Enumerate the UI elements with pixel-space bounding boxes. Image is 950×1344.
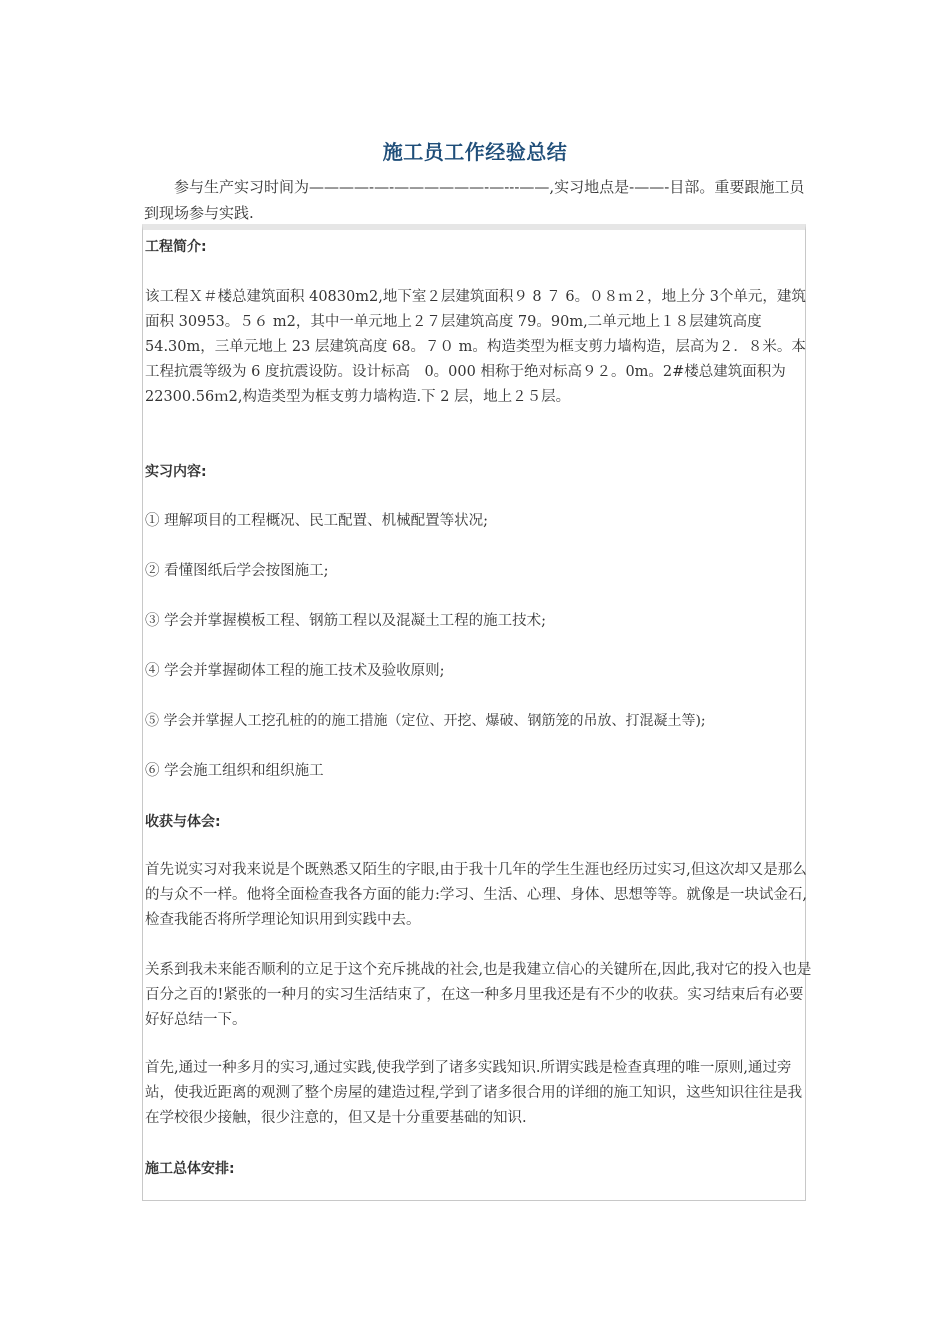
intro-paragraph: 参与生产实习时间为————-—-——————-—---——,实习地点是-——-目部。重要跟施工员到现场参与实践. [144,178,805,222]
gains-paragraph-3: 首先,通过一种多月的实习,通过实践,使我学到了诸多实践知识.所谓实践是检查真理的唯一原则,通过旁站，使我近距离的观测了整个房屋的建造过程,学到了诸多很合用的详细的施工知识，这些知识往往是我在学校很少接触，很少注意的，但又是十分重要基础的知识. [145,1060,803,1126]
content-item-6: ⑥ 学会施工组织和组织施工 [145,763,324,779]
overview-paragraph: 该工程Ｘ＃楼总建筑面积 40830m2,地下室２层建筑面积９ 8 ７ 6。０８ｍ２，地上分 3个单元，建筑面积 30953。５６ m2，其中一单元地上２７层建筑高度 79。90m,二单元地上１８层建筑高度 54.30m，三单元地上 23 层建筑高度 68。７０ m。构造类型为框支剪力墙构造，层高为２．８米。本工程抗震等级为 6 度抗震设防。设计标高 0。000 相称于绝对标高９２。0m。2#楼总建筑面积为 22300.56ｍ2,构造类型为框支剪力墙构造.下 2 层，地上２５层。 [145,289,806,405]
gains-paragraph-2: 关系到我未来能否顺利的立足于这个充斥挑战的社会,也是我建立信心的关键所在,因此,我对它的投入也是百分之百的!紧张的一种月的实习生活结束了，在这一种多月里我还是有不少的收获。实习结束后有必要好好总结一下。 [145,962,812,1028]
content-box [142,224,812,1201]
gains-paragraph-1: 首先说实习对我来说是个既熟悉又陌生的字眼,由于我十几年的学生生涯也经历过实习,但这次却又是那么的与众不一样。他将全面检查我各方面的能力:学习、生活、心理、身体、思想等等。就像是一块试金石,检查我能否将所学理论知识用到实践中去。 [145,862,807,928]
content-item-4: ④ 学会并掌握砌体工程的施工技术及验收原则; [145,663,445,679]
content-item-1: ① 理解项目的工程概况、民工配置、机械配置等状况; [145,513,488,529]
arrangement-heading: 施工总体安排: [145,1161,235,1177]
content-item-5: ⑤ 学会并掌握人工挖孔桩的的施工措施（定位、开挖、爆破、钢筋笼的吊放、打混凝土等); [145,713,706,729]
content-item-3: ③ 学会并掌握模板工程、钢筋工程以及混凝土工程的施工技术; [145,613,546,629]
document-title: 施工员工作经验总结 [382,140,568,164]
overview-heading: 工程简介: [145,239,207,255]
gains-heading: 收获与体会: [145,814,221,830]
content-heading: 实习内容: [145,464,207,480]
content-item-2: ② 看懂图纸后学会按图施工; [145,563,329,579]
